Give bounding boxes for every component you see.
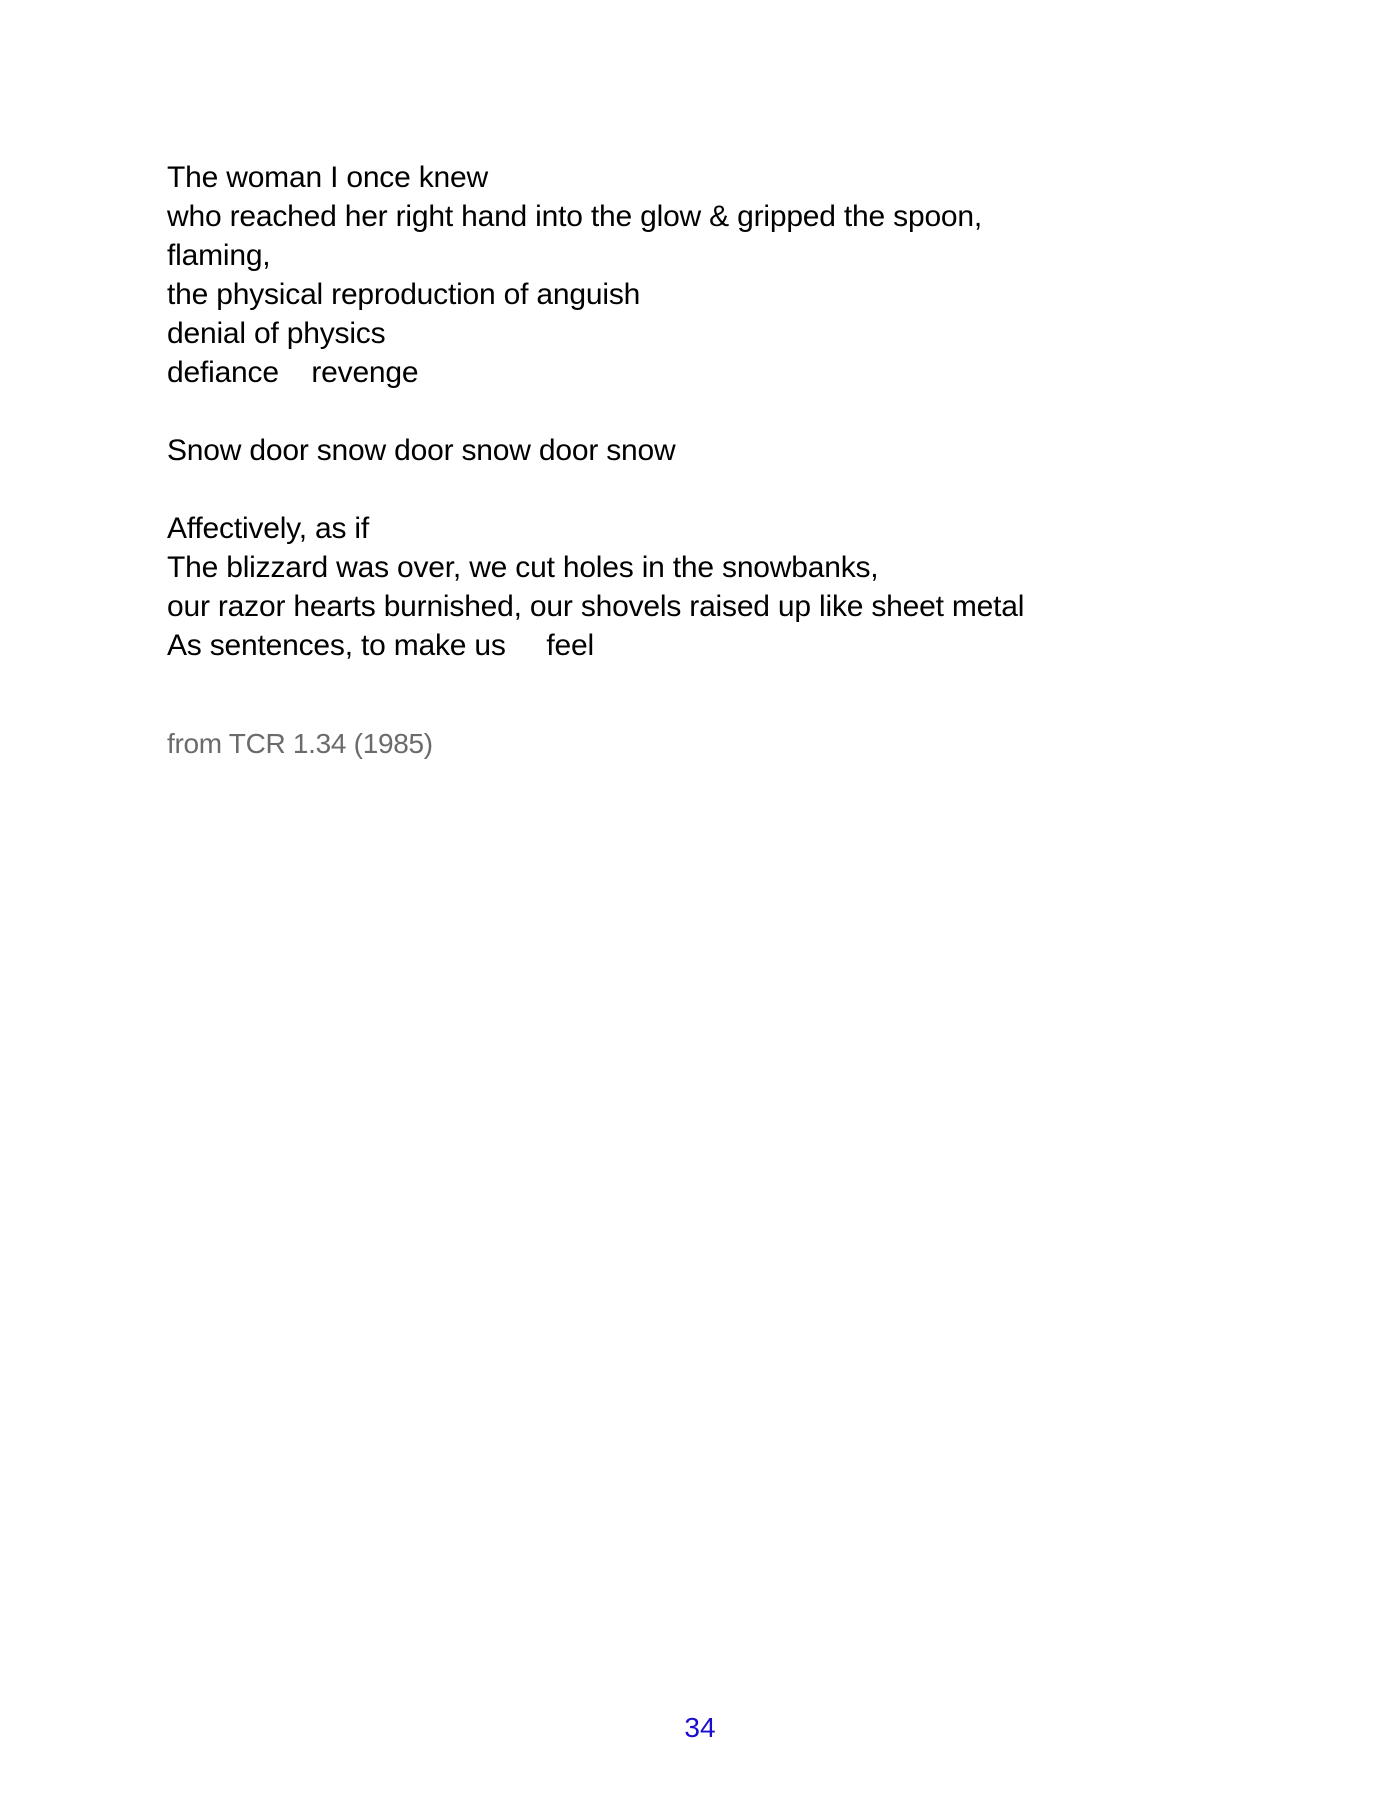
poem-line: The woman I once knew <box>167 161 488 194</box>
poem-line: who reached her right hand into the glow & gripped the spoon, <box>167 200 983 233</box>
poem-line: our razor hearts burnished, our shovels raised up like sheet metal <box>167 590 1025 623</box>
stanza-break <box>167 392 1267 431</box>
page-number: 34 <box>684 1712 716 1743</box>
poem-line: Affectively, as if <box>167 512 370 545</box>
poem-line: The blizzard was over, we cut holes in the snowbanks, <box>167 551 879 584</box>
source-citation: from TCR 1.34 (1985) <box>167 728 433 759</box>
stanza-break <box>167 470 1267 509</box>
poem-line: As sentences, to make us feel <box>167 629 594 662</box>
poem-body <box>167 158 1267 665</box>
poem-line: Snow door snow door snow door snow <box>167 434 676 467</box>
poem-line: defiance revenge <box>167 356 419 389</box>
poem-line: denial of physics <box>167 317 386 350</box>
poem-line: the physical reproduction of anguish <box>167 278 641 311</box>
poem-line: flaming, <box>167 239 271 272</box>
